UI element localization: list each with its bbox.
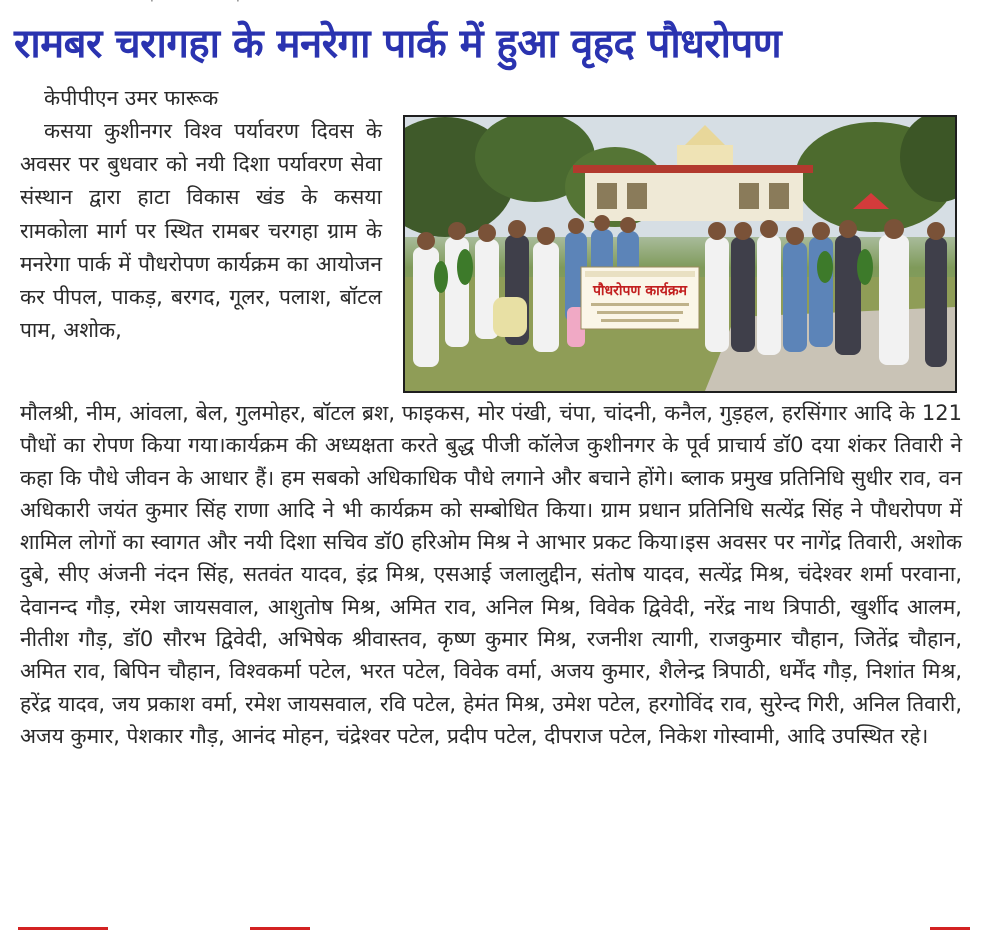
byline: केपीपीएन उमर फारूक (44, 86, 219, 110)
clipped-top-text: · · (150, 0, 240, 8)
bottom-edge-marks (0, 924, 986, 930)
event-photo (403, 115, 957, 393)
body-paragraph: मौलश्री, नीम, आंवला, बेल, गुलमोहर, बॉटल ब्रश, फाइकस, मोर पंखी, चंपा, चांदनी, कनैल, गुड़हल, हरसिंगार आदि के 121 पौधों का रोपण किया गया।कार्यक्रम की अध्यक्षता करते बुद्ध पीजी कॉलेज कुशीनगर के पूर्व प्राचार्य डॉ0 दया शंकर तिवारी ने कहा कि पौधे जीवन के आधार हैं। हम सबको अधिकाधिक पौधे लगाने और बचाने होंगे। ब्लाक प्रमुख प्रतिनिधि सुधीर राव, वन अधिकारी जयंत कुमार सिंह राणा आदि ने भी कार्यक्रम को सम्बोधित किया। ग्राम प्रधान प्रतिनिधि सत्येंद्र सिंह ने पौधरोपण में शामिल लोगों का स्वागत और नयी दिशा सचिव डॉ0 हरिओम मिश्र ने आभार प्रकट किया।इस अवसर पर नागेंद्र तिवारी, अशोक दुबे, सीए अंजनी नंदन सिंह, सतवंत यादव, इंद्र मिश्र, एसआई जलालुद्दीन, संतोष यादव, सत्येंद्र मिश्र, चंदेश्वर शर्मा परवाना, देवानन्द गौड़, रमेश जायसवाल, आशुतोष मिश्र, अमित राव, अनिल मिश्र, विवेक द्विवेदी, नरेंद्र नाथ त्रिपाठी, खुर्शीद आलम, नीतीश गौड़, डॉ0 सौरभ द्विवेदी, अभिषेक श्रीवास्तव, कृष्ण कुमार मिश्र, रजनीश त्यागी, राजकुमार चौहान, जितेंद्र चौहान, अमित राव, बिपिन चौहान, विश्वकर्मा पटेल, भरत पटेल, विवेक वर्मा, अजय कुमार, शैलेन्द्र त्रिपाठी, धर्मेंद गौड़, निशांत मिश्र, हरेंद्र यादव, जय प्रकाश वर्मा, रमेश जायसवाल, रवि पटेल, हेमंत मिश्र, उमेश पटेल, हरगोविंद राव, सुरेन्द गिरी, अनिल तिवारी, अजय कुमार, पेशकार गौड़, आनंद मोहन, चंद्रेश्वर पटेल, प्रदीप पटेल, दीपराज पटेल, निकेश गोस्वामी, आदि उपस्थित रहे। (20, 401, 962, 748)
banner-title: पौधरोपण कार्यक्रम (592, 283, 688, 299)
lead-paragraph: कसया कुशीनगर विश्व पर्यावरण दिवस के अवसर पर बुधवार को नयी दिशा पर्यावरण सेवा संस्थान द्वारा हाटा विकास खंड के कसया रामकोला मार्ग पर स्थित रामबर चरगहा ग्राम के मनरेगा पार्क में पौधरोपण कार्यक्रम का आयोजन कर पीपल, पाकड़, बरगद, गूलर, पलाश, बॉटल पाम, अशोक, (20, 119, 382, 343)
photo-illustration (405, 117, 955, 391)
headline: रामबर चरागहा के मनरेगा पार्क में हुआ वृहद पौधरोपण (14, 21, 782, 67)
